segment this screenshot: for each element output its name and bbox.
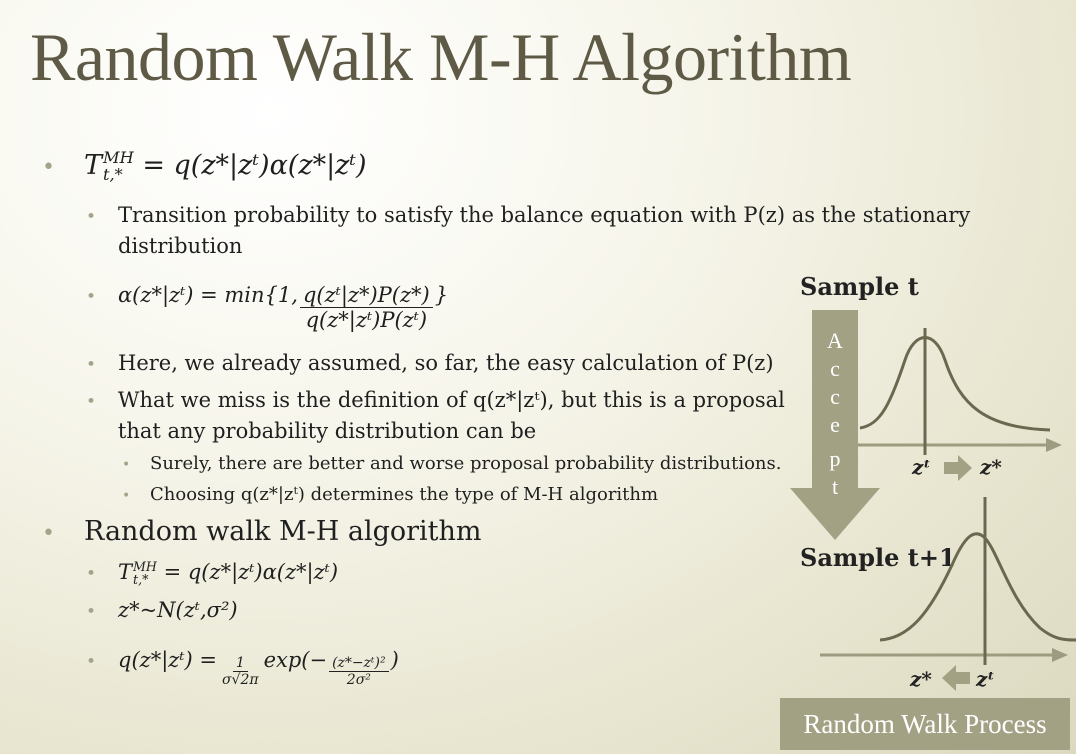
- bullet-choosing-proposal: • Choosing q(z*|zᵗ) determines the type of M-H algorithm: [122, 484, 659, 505]
- bottom-axis-arrowhead: [1052, 648, 1068, 662]
- exponent-fraction: $\frac{\text{(z*−zᵗ)²}}{\text{2σ²}}$: [329, 655, 388, 688]
- bullet-transition-probability: • Transition probability to satisfy the balance equation with P(z) as the stationary distribution: [86, 203, 971, 258]
- sample-t1-label: Sample t+1: [800, 543, 956, 572]
- accept-letter: A: [827, 328, 843, 353]
- accept-letter: e: [830, 412, 840, 437]
- random-walk-process-caption: Random Walk Process: [780, 698, 1070, 750]
- left-arrow-icon: [942, 665, 970, 691]
- bullet-easy-calculation: • Here, we already assumed, so far, the easy calculation of P(z): [86, 351, 774, 375]
- top-axis-arrowhead: [1046, 438, 1062, 452]
- bullet-dot: •: [42, 155, 55, 180]
- zt-label-top: zᵗ: [912, 455, 931, 479]
- accept-letter: c: [830, 356, 840, 381]
- zt-label-bottom: zᵗ: [976, 667, 995, 691]
- bullet-proposal-definition: • What we miss is the definition of q(z*|zᵗ), but this is a proposal that any probability distribution can be: [86, 388, 785, 443]
- slide-title: Random Walk M-H Algorithm: [30, 19, 852, 95]
- zstar-label-bottom: z*: [910, 667, 932, 691]
- sample-t-label: Sample t: [800, 272, 919, 301]
- normalizer-fraction: $\frac{1}{\sigma√2\pi}$: [221, 655, 259, 689]
- bullet-random-walk-mh: • Random walk M-H algorithm: [42, 516, 482, 547]
- bullet-normal-proposal: • z*~N(zᵗ,σ²): [86, 598, 238, 622]
- accept-letter: t: [831, 474, 839, 499]
- kernel-equation: T MH t,* = q(z*|zᵗ)α(z*|zᵗ): [84, 148, 367, 184]
- bullet-rw-kernel: • T MH t,* = q(z*|zᵗ)α(z*|zᵗ): [86, 558, 339, 587]
- bullet-acceptance-ratio: • α(z*|zᵗ) = min{1, $\frac{\text{q(zᵗ|z*)P(z*)}}{\text{q(z*|zᵗ)P(zᵗ)}}$ }: [86, 283, 449, 333]
- right-arrow-icon: [944, 455, 972, 481]
- bullet-proposal-density: • q(z*|zᵗ) = $\frac{1}{\sigma√2\pi}$ exp(− $\frac{\text{(z*−zᵗ)²}}{\text{2σ²}}$ ): [86, 648, 399, 689]
- accept-letter: p: [829, 446, 841, 471]
- bottom-gaussian-curve: [880, 534, 1076, 640]
- top-gaussian-curve: [860, 338, 1050, 431]
- zstar-label-top: z*: [980, 455, 1002, 479]
- accept-letter: c: [830, 384, 840, 409]
- bullet-better-worse-proposals: • Surely, there are better and worse proposal probability distributions.: [122, 453, 782, 474]
- acceptance-fraction: $\frac{\text{q(zᵗ|z*)P(z*)}}{\text{q(z*|zᵗ)P(zᵗ)}}$: [300, 283, 433, 332]
